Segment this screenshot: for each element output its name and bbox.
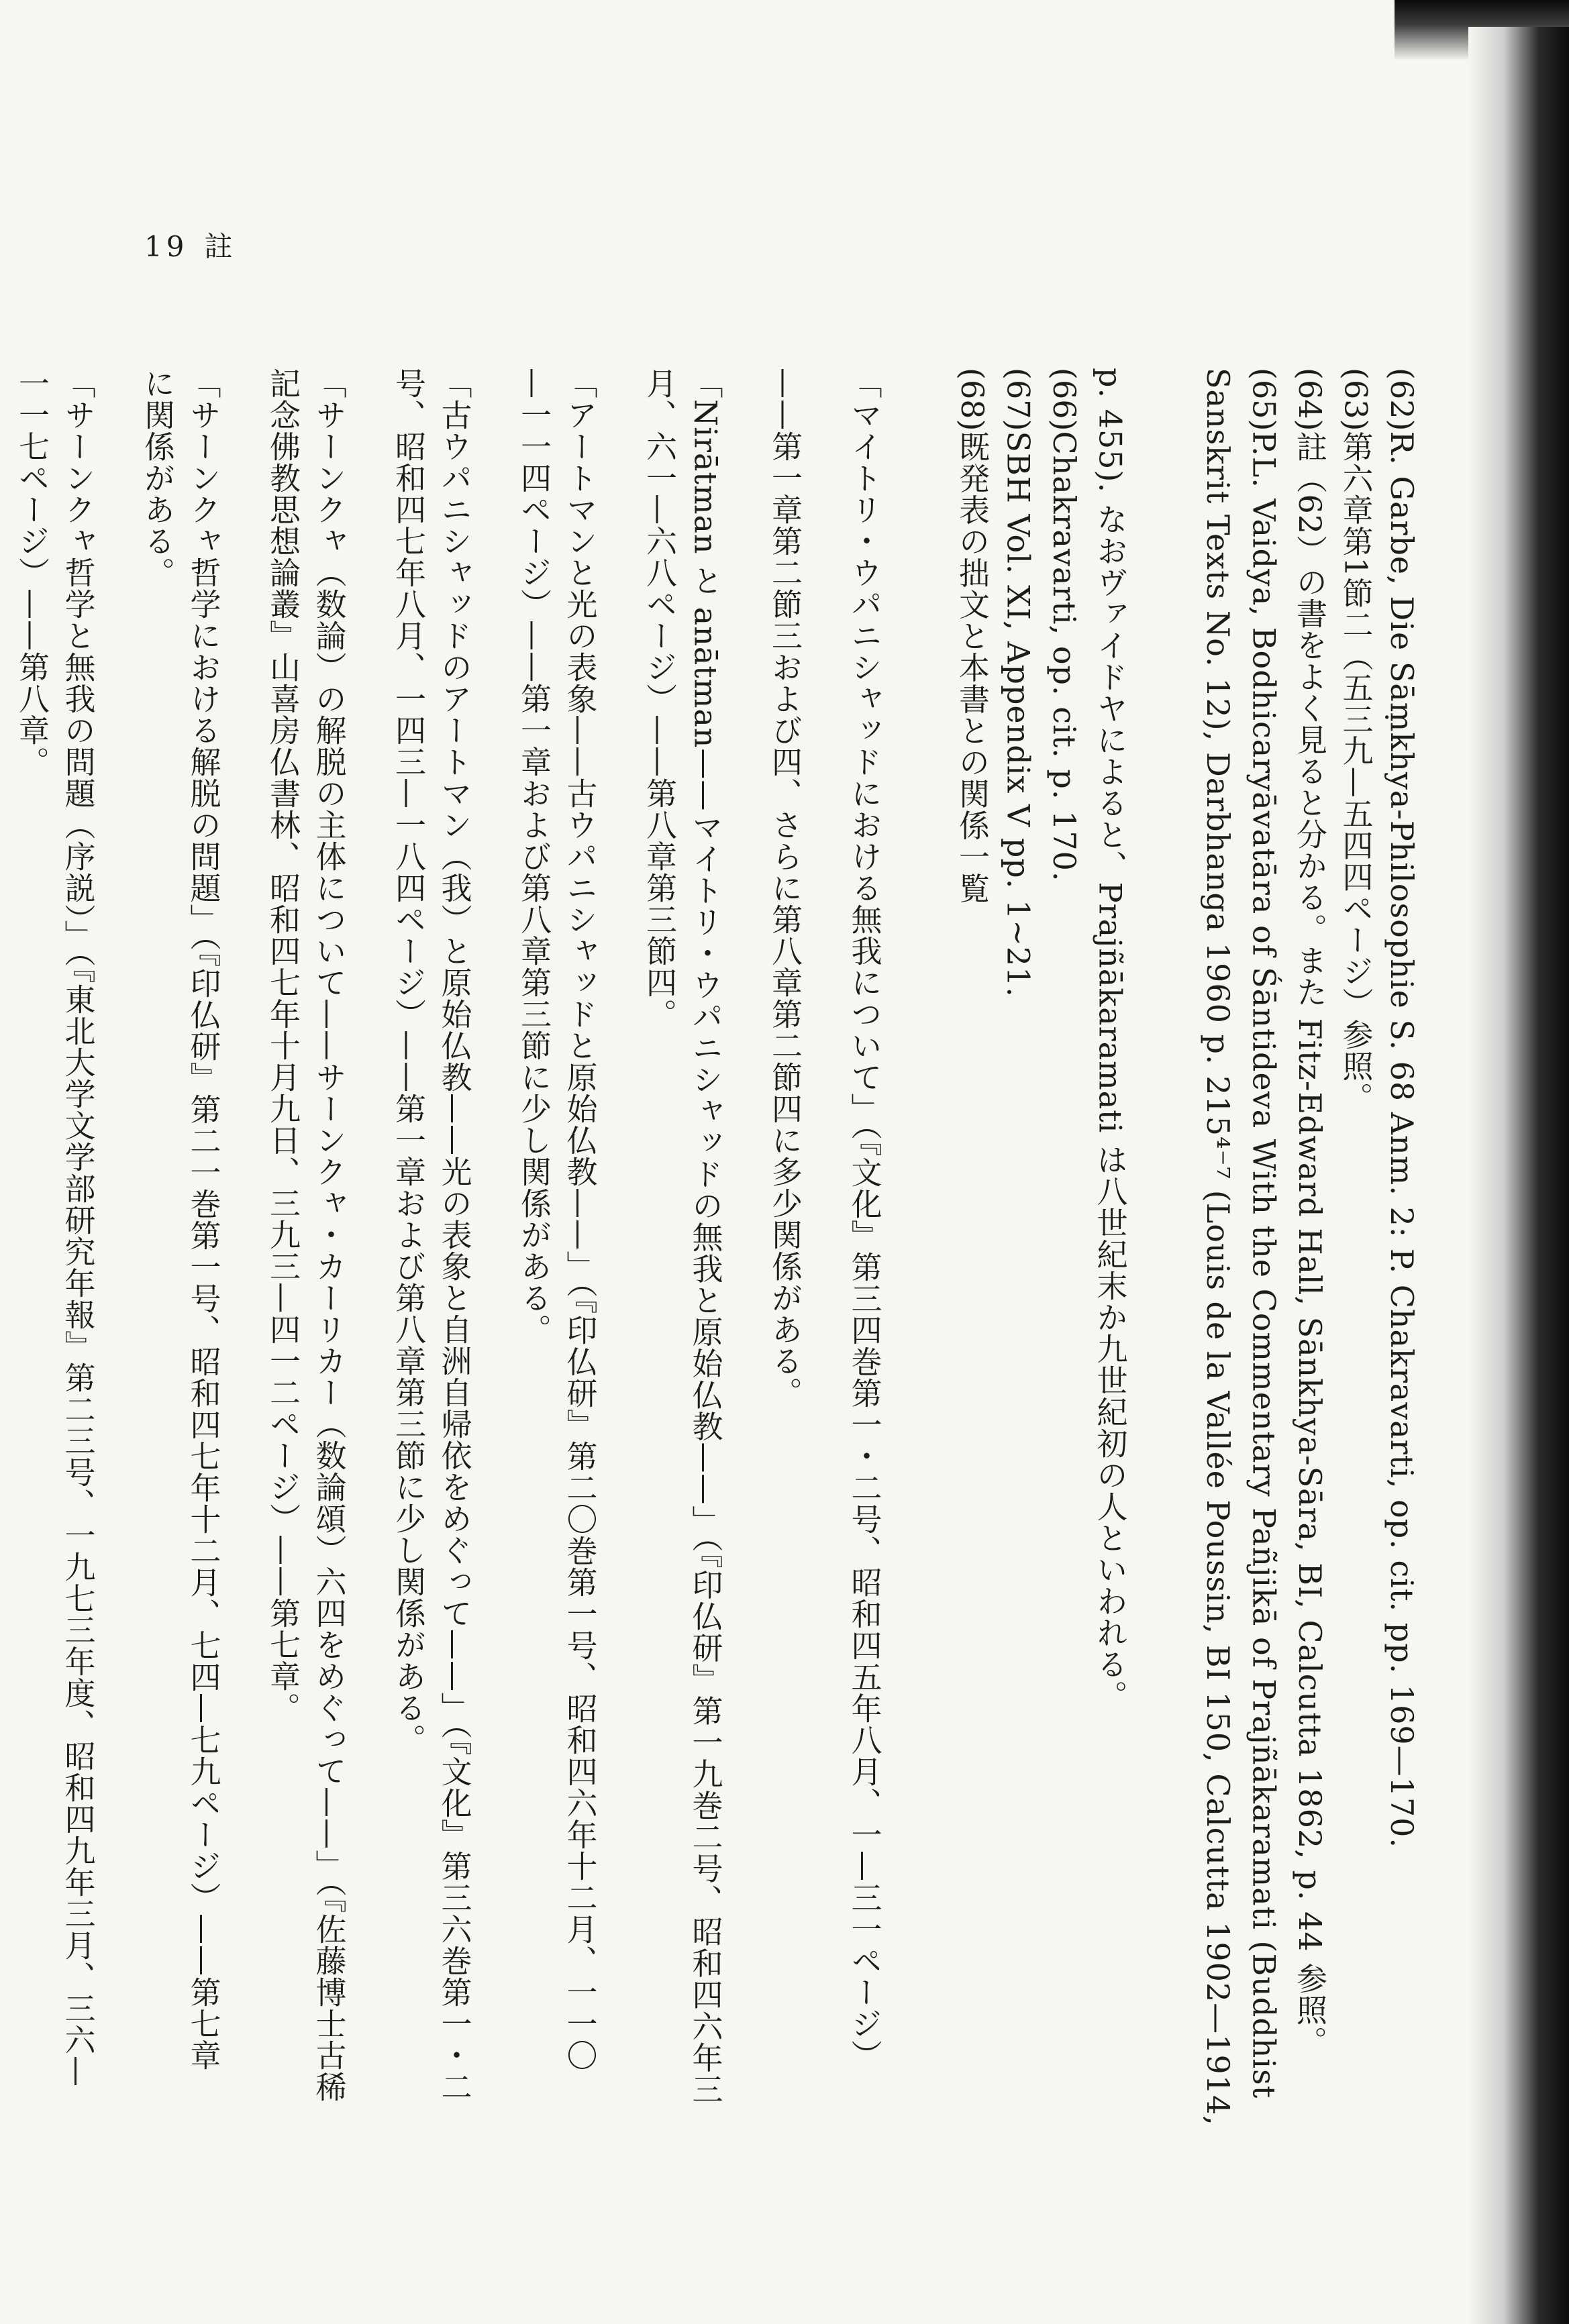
note-number: (66): [1046, 368, 1082, 431]
note-text: P.L. Vaidya, Bodhicaryāvatāra of Śāntideva With the Commentary Pañjikā of Prajñākaramati (Buddhist: [1246, 431, 1282, 2099]
note-68-entry-6b: [135, 368, 181, 2219]
note-number: (64): [1292, 368, 1328, 431]
note-68-entry-5b: [260, 368, 307, 2219]
note-text: に関係がある。: [140, 368, 176, 588]
note-66-line-1: [1042, 368, 1088, 2219]
note-text: 「サーンクャ（数論）の解脱の主体について——サーンクャ・カーリカー（数論頌）六四をめぐって——」（『佐藤博士古稀: [311, 368, 348, 2103]
notes-body: [14, 368, 1425, 2219]
note-text: 「サーンクャ哲学における解脱の問題」（『印仏研』第二一巻第一号、昭和四七年十二月、七四—七九ページ）——第七章: [185, 368, 222, 2071]
note-62-line-1: [1379, 368, 1425, 2219]
running-head: [144, 225, 252, 265]
note-text: 註（62）の書をよく見ると分かる。また Fitz-Edward Hall, Sānkhya-Sāra, BI, Calcutta 1862, p. 44 参照。: [1292, 431, 1328, 2058]
note-64-line-1: [1287, 368, 1333, 2219]
note-68-entry-1a: [842, 368, 950, 2219]
note-text: 「サーンクャ哲学と無我の問題（序説）」（『東北大学文学部研究年報』第二三号、一九七三年度、昭和四九年三月、三六—: [60, 368, 97, 2087]
note-65-line-2: [1195, 368, 1242, 2219]
note-text: SBH Vol. XI, Appendix V pp. 1~21.: [1000, 431, 1037, 998]
note-text: 記念佛教思想論叢』山喜房仏書林、昭和四七年十月九日、三九三—四一二ページ）——第七章。: [265, 368, 301, 1724]
note-text: —一一四ページ）——第一章および第八章第三節に少し関係がある。: [516, 368, 552, 1345]
note-68-entry-4b: [386, 368, 432, 2219]
note-68-entry-7a: [55, 368, 135, 2219]
note-68-entry-8a: [0, 368, 9, 2219]
note-63-line-1: [1333, 368, 1379, 2219]
note-text: 既発表の拙文と本書との関係一覧: [954, 431, 991, 904]
note-68-entry-6a: [181, 368, 260, 2219]
note-text: p. 455). なおヴァイドヤによると、Prajñākaramati は八世紀末か九世紀初の人といわれる。: [1092, 368, 1129, 1711]
note-68-entry-7b: [9, 368, 56, 2219]
note-text: 「アートマンと光の表象——古ウパニシャッドと原始仏教——」（『印仏研』第二〇巻第一号、昭和四六年十二月、一一〇: [562, 368, 599, 2071]
note-number: (68): [954, 368, 991, 431]
note-text: 第六章第1節二（五三九—五四四ページ）参照。: [1337, 431, 1374, 1114]
note-68-entry-2b: [637, 368, 683, 2219]
note-67-line-1: [995, 368, 1042, 2219]
note-number: (63): [1337, 368, 1374, 431]
note-text: 一一七ページ）——第八章。: [14, 368, 50, 778]
note-number: (65): [1246, 368, 1282, 431]
note-text: 「マイトリ・ウパニシャッドにおける無我について」（『文化』第三四巻第一・二号、昭和四五年八月、一—三一ページ）: [846, 368, 883, 2071]
note-text: 月、六一—六八ページ）——第八章第三節四。: [642, 368, 678, 1030]
note-number: (62): [1384, 368, 1420, 431]
note-text: Sanskrit Texts No. 12), Darbhanga 1960 p. 215⁴⁻⁷ (Louis de la Vallée Poussin, BI 150, Calcutta 1902—1914,: [1200, 368, 1236, 2126]
page-number: 19: [144, 230, 189, 263]
scan-shadow-right: [1468, 27, 1569, 2324]
note-text: ——第一章第二節三および四、さらに第八章第二節四に多少関係がある。: [767, 368, 803, 1408]
note-text: R. Garbe, Die Sāṃkhya-Philosophie S. 68 Anm. 2: P. Chakravarti, op. cit. pp. 169—170.: [1384, 431, 1420, 1849]
note-68-entry-2a: [682, 368, 762, 2219]
note-68-entry-3a: [557, 368, 637, 2219]
note-text: Chakravarti, op. cit. p. 170.: [1046, 431, 1082, 882]
section-title: 註: [204, 230, 237, 263]
note-68-entry-4a: [432, 368, 511, 2219]
note-68-entry-1b: [762, 368, 842, 2219]
note-text: 「Nirātman と anātman——マイトリ・ウパニシャッドの無我と原始仏教——」（『印仏研』第一九巻二号、昭和四六年三: [687, 368, 724, 2105]
note-68-entry-5a: [306, 368, 386, 2219]
note-text: 「古ウパニシャッドのアートマン（我）と原始仏教——光の表象と自洲自帰依をめぐって——」（『文化』第三六巻第一・二: [436, 368, 473, 2103]
note-text: 号、昭和四七年八月、一四三—一八四ページ）——第一章および第八章第三節に少し関係がある。: [391, 368, 427, 1755]
note-68-line-1: [950, 368, 996, 2219]
note-65-line-1: [1241, 368, 1287, 2219]
note-number: (67): [1000, 368, 1037, 431]
note-65-line-3: [1087, 368, 1195, 2219]
note-68-entry-3b: [511, 368, 558, 2219]
